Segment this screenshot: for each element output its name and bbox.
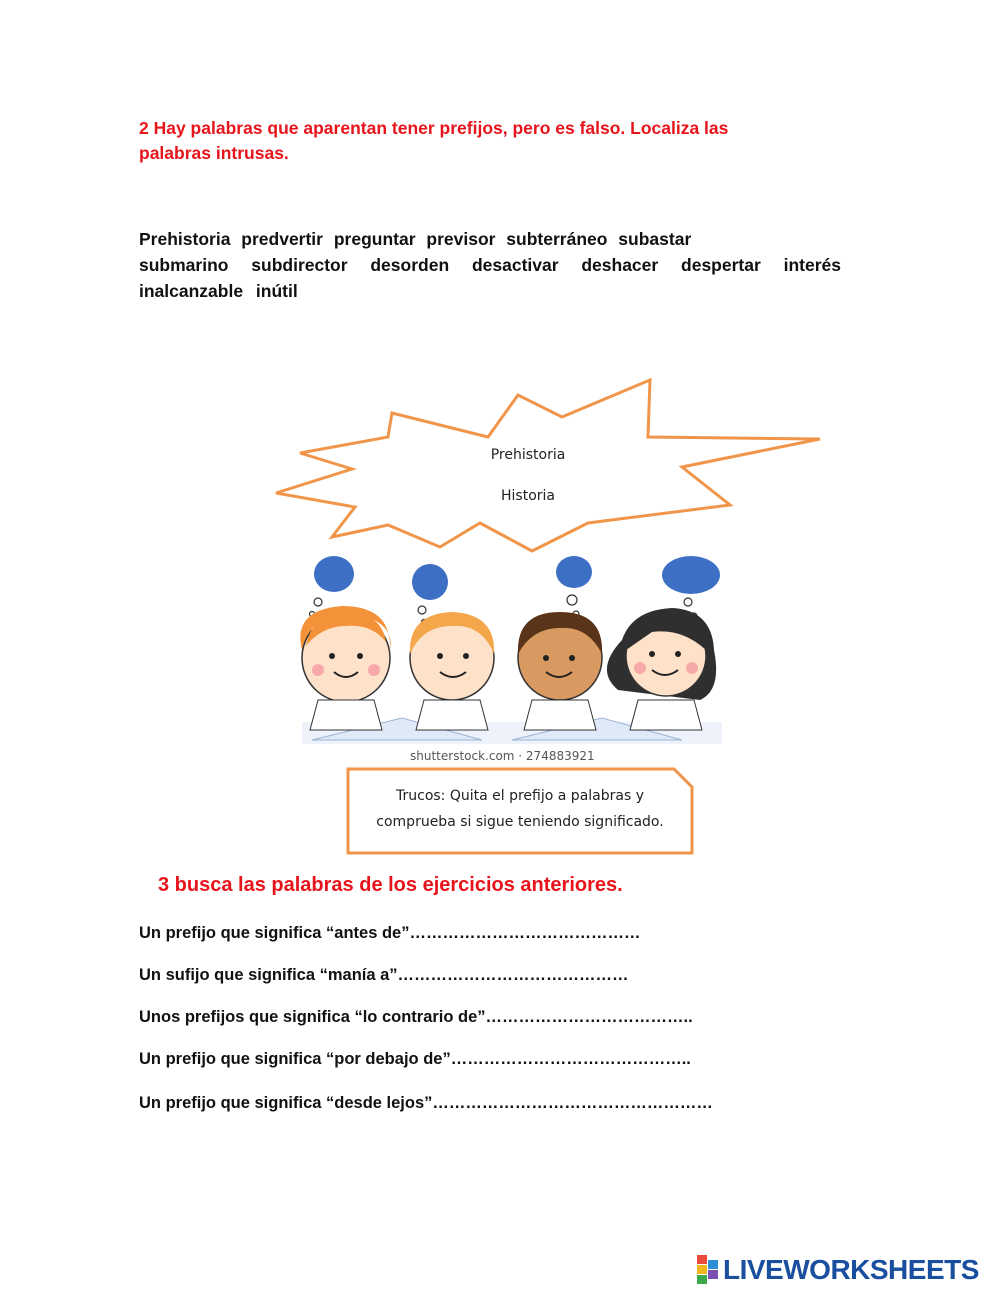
image-credit: shutterstock.com · 274883921 [410,749,595,763]
question-desde-lejos: Un prefijo que significa “desde lejos”…………………………………………… [139,1094,713,1112]
trick-note-line-1: Trucos: Quita el prefijo a palabras y [396,788,644,804]
trick-note-line-2: comprueba si sigue teniendo significado. [376,814,664,830]
burst-word-historia: Historia [501,488,555,504]
exercise-2-title-line-1: 2 Hay palabras que aparentan tener prefijos, pero es falso. Localiza las [139,118,729,138]
exercise-2-title [139,116,819,166]
question-lo-contrario-de: Unos prefijos que significa “lo contrario de”……………………………….. [139,1008,693,1026]
exercise-2-title-line-2: palabras intrusas. [139,143,289,163]
burst-word-prehistoria: Prehistoria [490,447,566,463]
children-thinking-illustration [282,550,737,768]
word-list-line-1: Prehistoria predvertir preguntar previsor subterráneo subastar [139,229,692,249]
question-antes-de: Un prefijo que significa “antes de”…………………………………… [139,924,641,942]
word-list [139,226,841,304]
word-list-line-2: submarino subdirector desorden desactivar deshacer despertar interés [139,255,841,275]
exercise-3-title: 3 busca las palabras de los ejercicios anteriores. [158,874,623,896]
question-por-debajo-de: Un prefijo que significa “por debajo de”…………………………………….. [139,1050,691,1068]
word-list-line-3: inalcanzable inútil [139,281,298,301]
thought-bubble-4 [662,556,720,594]
thought-bubble-2 [412,564,448,600]
thought-bubble-1 [314,556,354,592]
liveworksheets-logo-text: LIVEWORKSHEETS [723,1254,979,1285]
trick-note [350,783,690,835]
question-mania-a: Un sufijo que significa “manía a”…………………………………… [139,966,629,984]
liveworksheets-logo[interactable] [697,1254,979,1286]
starburst-shape [270,375,830,575]
thought-bubble-3 [556,556,592,588]
liveworksheets-logo-icon [697,1255,721,1285]
